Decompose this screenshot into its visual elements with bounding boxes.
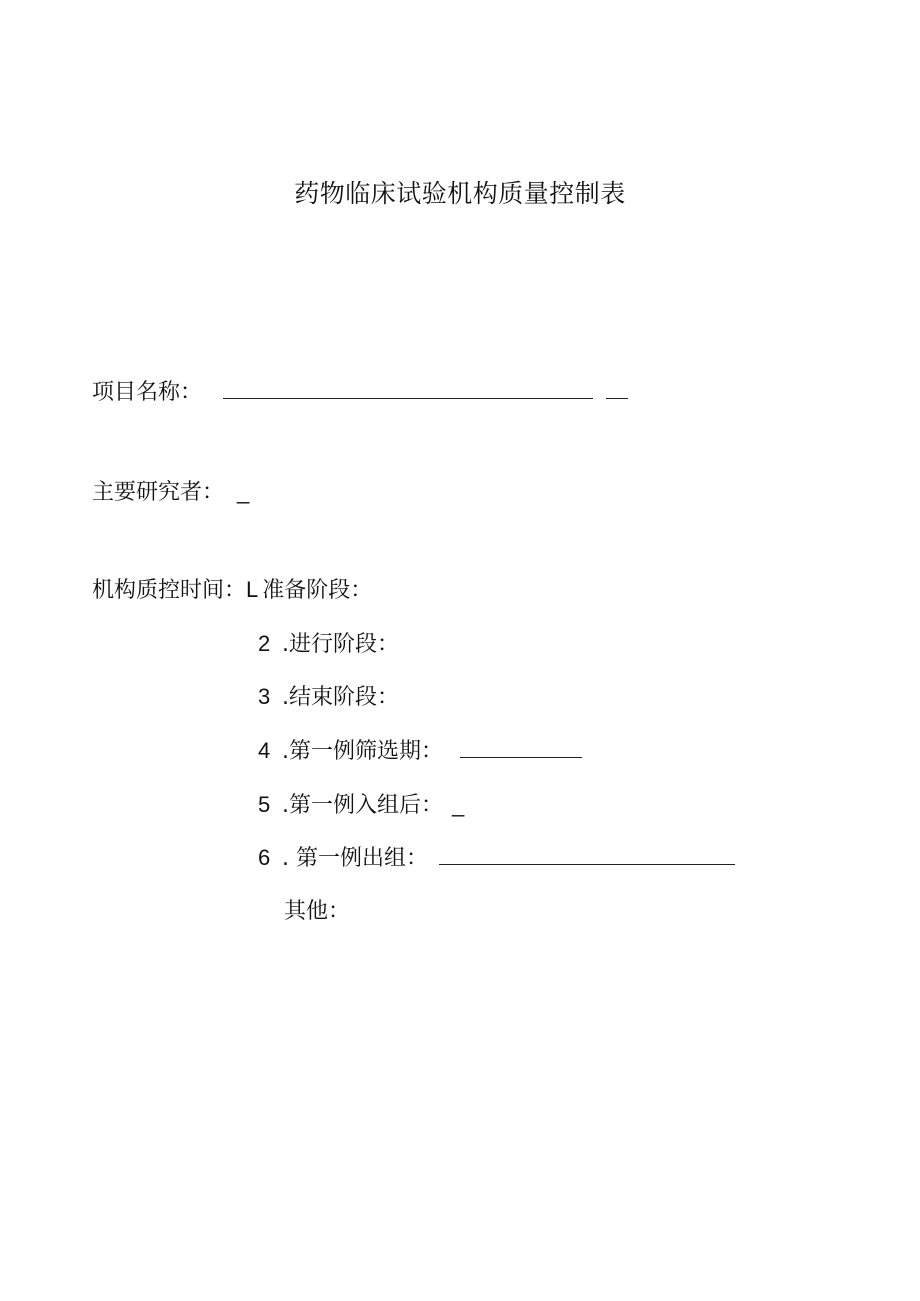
qc-item4-num: 4 [258, 738, 271, 763]
qc-item3-label: .结束阶段： [282, 685, 399, 710]
qc-item6-num: 6 [258, 845, 271, 870]
project-name-row [92, 378, 628, 408]
qc-item5-blank[interactable]: _ [452, 792, 465, 817]
pi-label: 主要研究者： [92, 480, 225, 505]
project-name-label: 项目名称： [92, 380, 203, 405]
qc-item2-num: 2 [258, 631, 271, 656]
qc-item5-num: 5 [258, 792, 271, 817]
other-label: 其他： [284, 899, 351, 924]
document-title: 药物临床试验机构质量控制表 [294, 179, 626, 208]
qc-item4-label: .第一例筛选期： [282, 739, 443, 764]
project-name-blank[interactable] [223, 378, 593, 399]
qc-item2-label: .进行阶段： [282, 632, 399, 657]
qc-item3-num: 3 [258, 684, 271, 709]
qc-item4-blank[interactable] [460, 737, 582, 758]
other-row [284, 897, 350, 927]
qc-time-row [92, 575, 372, 606]
qc-item1-label: 准备阶段： [262, 578, 373, 603]
qc-item5-label: .第一例入组后： [282, 793, 443, 818]
qc-item2-row [258, 629, 399, 660]
qc-item6-row [258, 843, 735, 874]
pi-row [92, 477, 249, 508]
qc-item5-row [258, 790, 464, 821]
qc-item3-row [258, 682, 399, 713]
project-name-blank-tail [606, 378, 628, 399]
pi-blank[interactable]: _ [237, 479, 250, 504]
qc-item6-blank[interactable] [439, 844, 735, 865]
qc-item4-row [258, 736, 582, 767]
qc-item1-marker: L [246, 577, 259, 602]
qc-time-label: 机构质控时间： [92, 578, 247, 603]
qc-item6-label: . 第一例出组： [282, 846, 428, 871]
